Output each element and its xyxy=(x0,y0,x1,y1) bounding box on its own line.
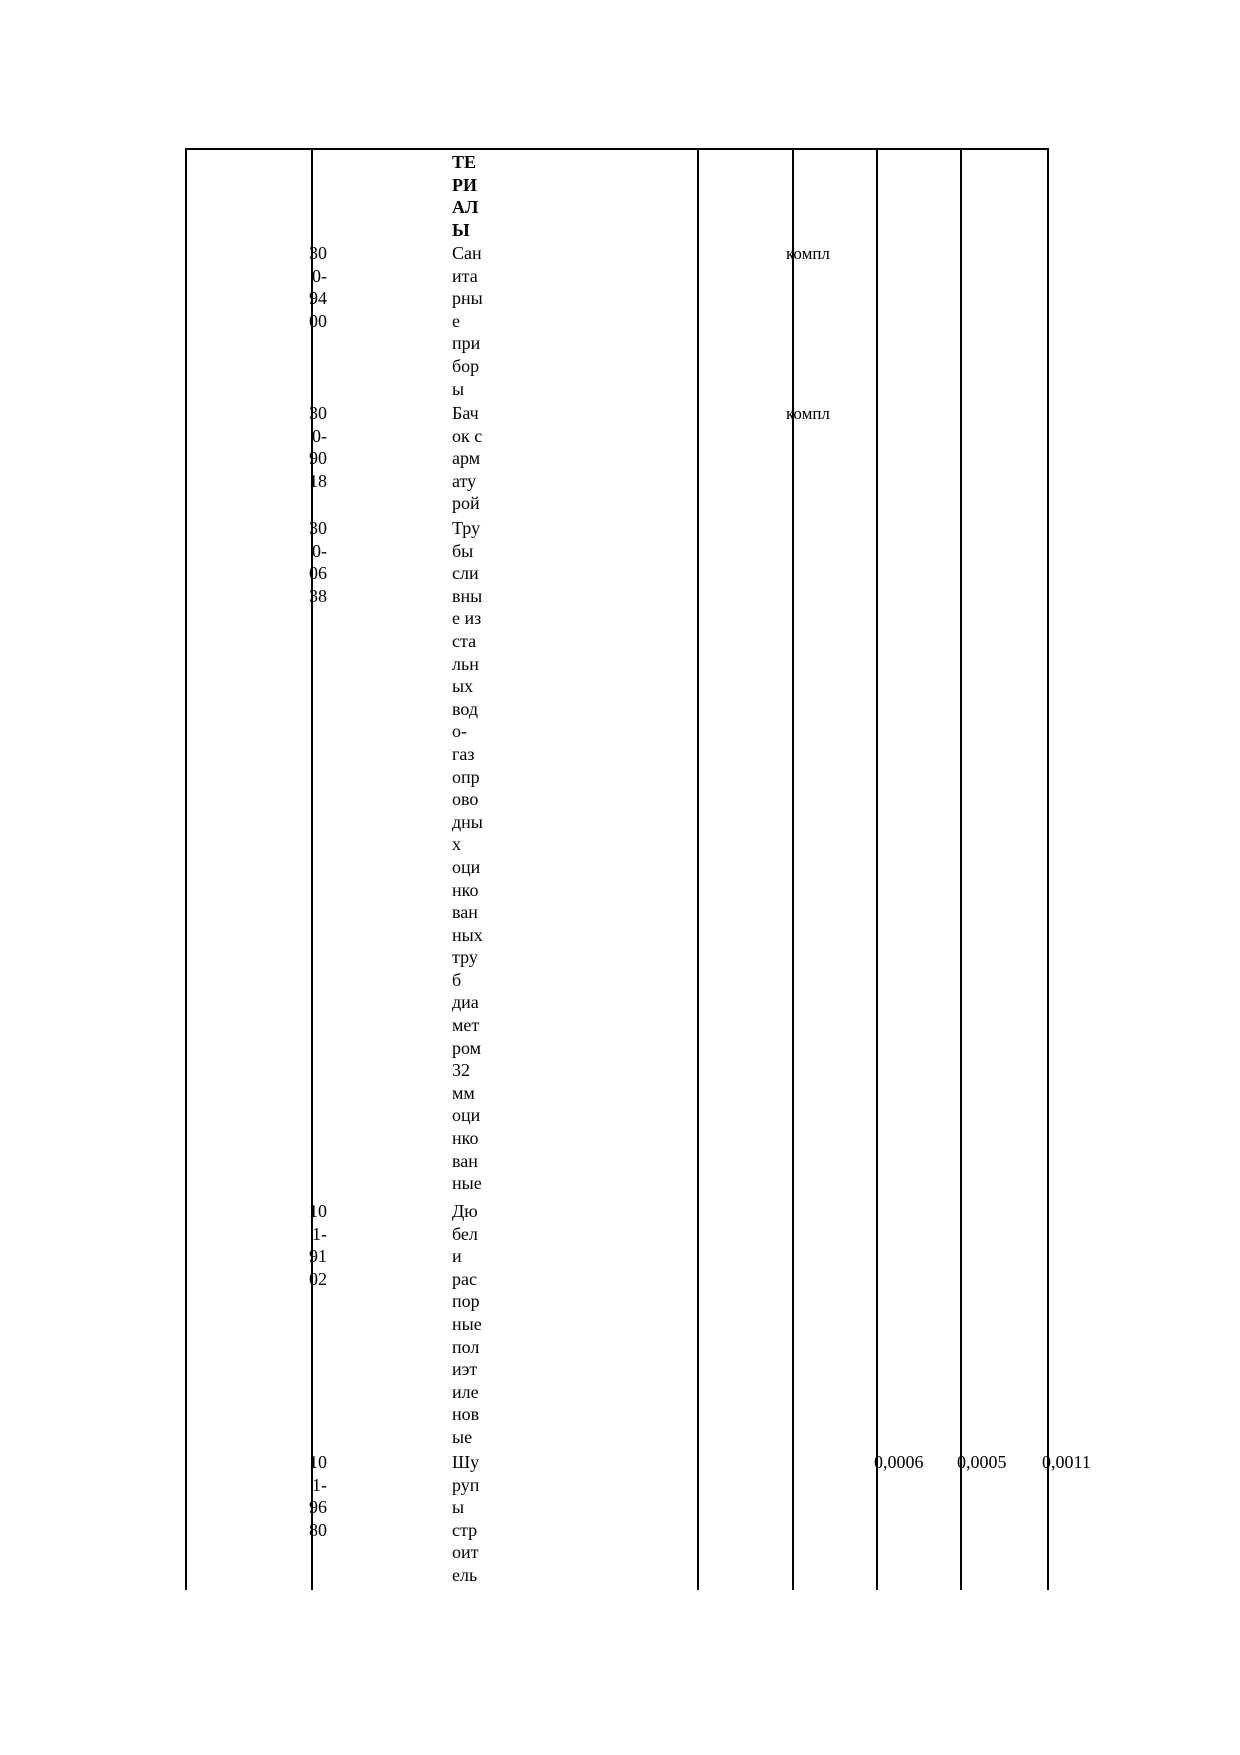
row-5-value-2: 0,0005 xyxy=(957,1452,1007,1472)
row-5-code: 10 1- 96 80 xyxy=(309,1452,327,1540)
row-3-code: 30 0- 06 38 xyxy=(309,518,327,606)
column-divider-5 xyxy=(960,148,962,1590)
row-1-unit: компл xyxy=(786,244,830,263)
table-border-left-lower xyxy=(185,240,187,1590)
row-2-code: 30 0- 90 18 xyxy=(309,403,327,491)
row-5-value-3: 0,0011 xyxy=(1042,1452,1091,1472)
row-1-name: Сан ита рны е при бор ы xyxy=(452,243,483,399)
row-3-name: Тру бы сли вны е из ста льн ых вод о- газ опр ово дны х оци нко ван ных тру б диа мет ром 32 мм оци нко ван ные xyxy=(452,518,483,1194)
table-top-border xyxy=(185,148,1049,150)
column-divider-1 xyxy=(311,148,313,1590)
row-1-code: 30 0- 94 00 xyxy=(309,243,327,331)
column-divider-3 xyxy=(792,148,794,1590)
row-2-name: Бач ок с арм ату рой xyxy=(452,403,483,514)
row-2-unit: компл xyxy=(786,404,830,423)
row-4-code: 10 1- 91 02 xyxy=(309,1201,327,1289)
row-5-name: Шу руп ы стр оит ель xyxy=(452,1452,480,1585)
table-border-left xyxy=(185,148,187,240)
column-divider-6 xyxy=(1047,148,1049,1590)
header-cell-materials: ТЕ РИ АЛ Ы xyxy=(452,152,479,240)
column-divider-2 xyxy=(697,148,699,1590)
row-5-value-1: 0,0006 xyxy=(874,1452,924,1472)
row-4-name: Дю бел и рас пор ные пол иэт иле нов ые xyxy=(452,1201,482,1447)
column-divider-4 xyxy=(876,148,878,1590)
